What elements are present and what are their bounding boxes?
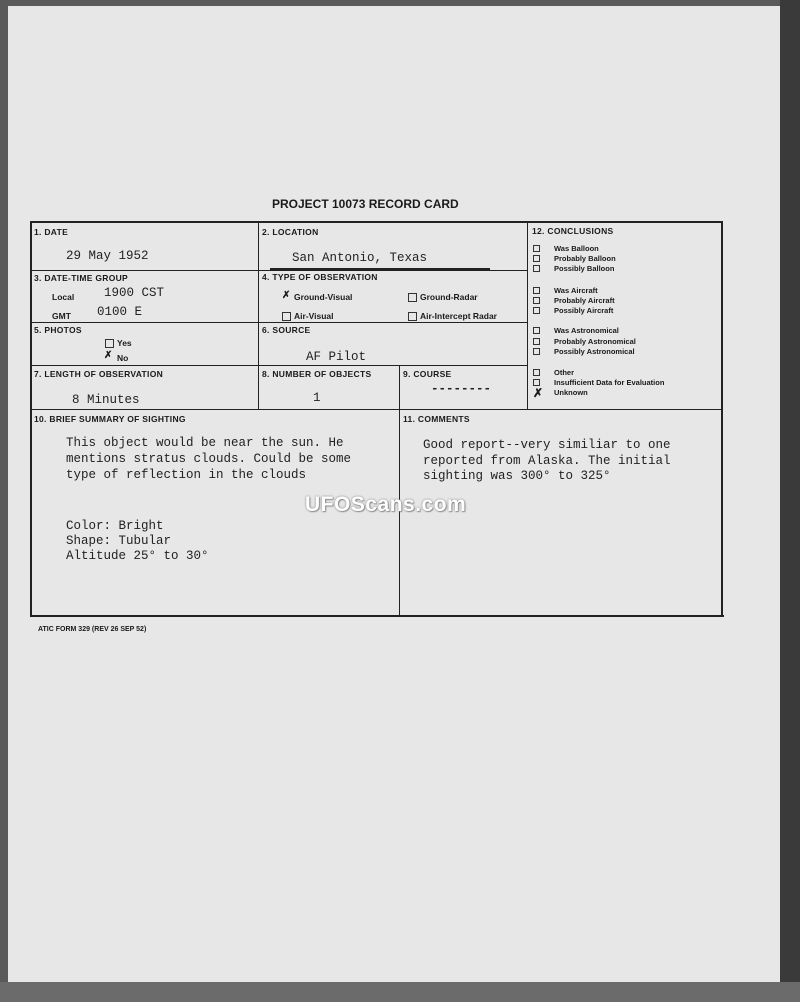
conclusion-option: Probably Aircraft [554, 296, 615, 305]
photos-option-no: No [117, 353, 129, 363]
photos-yes-box [105, 339, 114, 348]
date-value: 29 May 1952 [66, 249, 149, 263]
conclusion-option: Insufficient Data for Evaluation [554, 378, 665, 387]
length-label: 7. LENGTH OF OBSERVATION [34, 369, 164, 379]
scan-edge-bottom [0, 982, 800, 1002]
summary-shape: Shape: Tubular [66, 534, 172, 548]
conclusion-checkbox [533, 255, 540, 262]
comments-line-3: sighting was 300° to 325° [423, 469, 611, 483]
conclusion-option: Probably Balloon [554, 254, 616, 263]
conclusion-option: Possibly Aircraft [554, 306, 614, 315]
summary-line-1: This object would be near the sun. He [66, 436, 344, 450]
conclusion-checkbox: ✗ [533, 386, 544, 400]
divider-col-course [399, 365, 400, 409]
divider-row3 [30, 365, 528, 366]
length-value: 8 Minutes [72, 393, 140, 407]
photos-no-check: ✗ [104, 350, 113, 361]
type-obs-air-visual-box [282, 312, 291, 321]
dtg-local-label: Local [52, 292, 75, 302]
location-underline [270, 268, 490, 270]
conclusion-checkbox [533, 297, 540, 304]
type-obs-label: 4. TYPE OF OBSERVATION [262, 272, 378, 282]
conclusion-option: Was Aircraft [554, 286, 598, 295]
card-title: PROJECT 10073 RECORD CARD [272, 197, 459, 211]
divider-row2 [30, 322, 528, 323]
frame-left [30, 221, 32, 617]
conclusion-option: Unknown [554, 388, 588, 397]
type-obs-air-radar-box [408, 312, 417, 321]
conclusion-option: Possibly Balloon [554, 264, 615, 273]
comments-line-2: reported from Alaska. The initial [423, 454, 671, 468]
num-objects-label: 8. NUMBER OF OBJECTS [262, 369, 372, 379]
frame-bottom [30, 615, 724, 617]
course-value: -------- [431, 382, 492, 396]
comments-label: 11. COMMENTS [403, 414, 470, 424]
summary-color: Color: Bright [66, 519, 164, 533]
source-label: 6. SOURCE [262, 325, 311, 335]
divider-col1 [258, 221, 259, 409]
summary-label: 10. BRIEF SUMMARY OF SIGHTING [34, 414, 186, 424]
type-obs-option-air-radar: Air-Intercept Radar [420, 311, 497, 321]
type-obs-ground-radar-box [408, 293, 417, 302]
conclusion-checkbox [533, 338, 540, 345]
conclusions-label: 12. CONCLUSIONS [532, 226, 614, 236]
type-obs-option-air-visual: Air-Visual [294, 311, 334, 321]
divider-row4 [30, 409, 722, 410]
dtg-local-value: 1900 CST [104, 286, 165, 300]
num-objects-value: 1 [313, 391, 321, 405]
photos-label: 5. PHOTOS [34, 325, 82, 335]
watermark: UFOScans.com [305, 493, 467, 516]
type-obs-ground-visual-check: ✗ [282, 290, 291, 301]
conclusion-checkbox [533, 379, 540, 386]
conclusion-checkbox [533, 327, 540, 334]
source-value: AF Pilot [306, 350, 367, 364]
type-obs-option-ground-visual: Ground-Visual [294, 292, 353, 302]
dtg-label: 3. DATE-TIME GROUP [34, 273, 129, 283]
conclusion-checkbox [533, 245, 540, 252]
location-label: 2. LOCATION [262, 227, 319, 237]
dtg-gmt-value: 0100 E [97, 305, 143, 319]
divider-row1 [30, 270, 528, 271]
location-value: San Antonio, Texas [292, 251, 428, 265]
frame-right [721, 221, 723, 617]
conclusion-checkbox [533, 265, 540, 272]
conclusion-checkbox [533, 348, 540, 355]
summary-altitude: Altitude 25° to 30° [66, 549, 209, 563]
date-label: 1. DATE [34, 227, 69, 237]
conclusion-option: Probably Astronomical [554, 337, 636, 346]
divider-col2 [527, 221, 528, 409]
summary-line-2: mentions stratus clouds. Could be some [66, 452, 352, 466]
conclusion-option: Was Balloon [554, 244, 599, 253]
course-label: 9. COURSE [403, 369, 452, 379]
photos-option-yes: Yes [117, 338, 132, 348]
conclusion-checkbox [533, 307, 540, 314]
frame-top [30, 221, 722, 223]
conclusion-option: Possibly Astronomical [554, 347, 635, 356]
type-obs-option-ground-radar: Ground-Radar [420, 292, 478, 302]
summary-line-3: type of reflection in the clouds [66, 468, 307, 482]
conclusion-checkbox [533, 287, 540, 294]
conclusion-option: Other [554, 368, 575, 377]
form-id: ATIC FORM 329 (REV 26 SEP 52) [38, 626, 147, 633]
scan-edge-right [780, 0, 800, 1002]
conclusion-checkbox [533, 369, 540, 376]
conclusion-option: Was Astronomical [554, 326, 619, 335]
comments-line-1: Good report--very similiar to one [423, 438, 671, 452]
dtg-gmt-label: GMT [52, 311, 71, 321]
